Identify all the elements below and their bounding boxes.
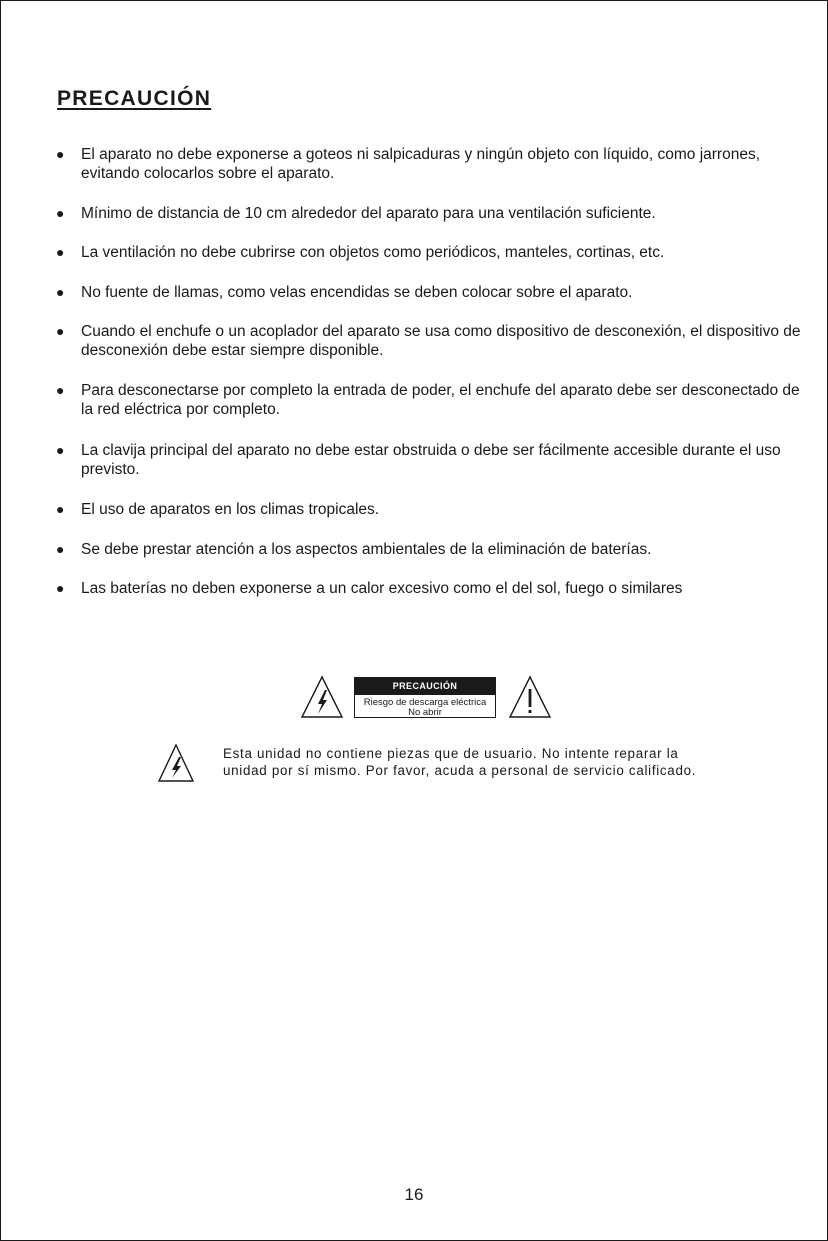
warning-symbols [1, 671, 827, 731]
list-item-text: El uso de aparatos en los climas tropicales. [81, 501, 380, 518]
page-number: 16 [404, 1185, 424, 1204]
precaution-list [1, 1, 827, 641]
list-item [56, 500, 801, 519]
bullet-icon: ● [56, 541, 65, 557]
bullet-icon: ● [56, 382, 65, 398]
bullet-icon: ● [56, 284, 65, 300]
list-item-text: Las baterías no deben exponerse a un calor excesivo como el del sol, fuego o similares [81, 580, 683, 597]
caution-label-line2: No abrir [408, 707, 442, 718]
list-item [56, 145, 801, 183]
bullet-icon: ● [56, 244, 65, 260]
caution-label-line1: Riesgo de descarga eléctrica [363, 697, 487, 708]
service-notice-line2: unidad por sí mismo. Por favor, acuda a personal de servicio calificado. [223, 763, 697, 778]
list-item [56, 204, 801, 223]
caution-label-heading: PRECAUCIÓN [355, 678, 495, 695]
list-item-text: Se debe prestar atención a los aspectos ambientales de la eliminación de baterías. [81, 541, 652, 558]
lightning-triangle-icon [157, 743, 195, 783]
list-item-text: Cuando el enchufe o un acoplador del aparato se usa como dispositivo de desconexión, el dispositivo de desconexión debe estar siempre disponible. [81, 323, 801, 359]
list-item [56, 579, 801, 598]
list-item [56, 381, 801, 419]
list-item [56, 243, 801, 262]
service-notice-text [223, 745, 696, 779]
bullet-icon: ● [56, 205, 65, 221]
bullet-icon: ● [56, 501, 65, 517]
list-item [56, 540, 801, 559]
list-item [56, 322, 801, 360]
list-item [56, 441, 801, 479]
caution-label [354, 677, 496, 718]
service-notice [1, 741, 827, 791]
bullet-icon: ● [56, 323, 65, 339]
page-title: PRECAUCIÓN [57, 87, 212, 110]
list-item-text: La ventilación no debe cubrirse con objetos como periódicos, manteles, cortinas, etc. [81, 244, 665, 261]
bullet-icon: ● [56, 442, 65, 458]
list-item-text: El aparato no debe exponerse a goteos ni salpicaduras y ningún objeto con líquido, como jarrones, evitando colocarlos sobre el aparato. [81, 146, 761, 182]
service-notice-line1: Esta unidad no contiene piezas que de usuario. No intente reparar la [223, 746, 679, 761]
list-item-text: No fuente de llamas, como velas encendidas se deben colocar sobre el aparato. [81, 284, 633, 301]
list-item-text: Para desconectarse por completo la entrada de poder, el enchufe del aparato debe ser desconectado de la red eléctrica por completo. [81, 382, 800, 418]
bullet-icon: ● [56, 146, 65, 162]
list-item [56, 283, 801, 302]
lightning-triangle-icon [300, 675, 344, 719]
list-item-text: Mínimo de distancia de 10 cm alrededor del aparato para una ventilación suficiente. [81, 205, 656, 222]
list-item-text: La clavija principal del aparato no debe estar obstruida o debe ser fácilmente accesible durante el uso previsto. [81, 442, 781, 478]
bullet-icon: ● [56, 580, 65, 596]
exclamation-triangle-icon [508, 675, 552, 719]
